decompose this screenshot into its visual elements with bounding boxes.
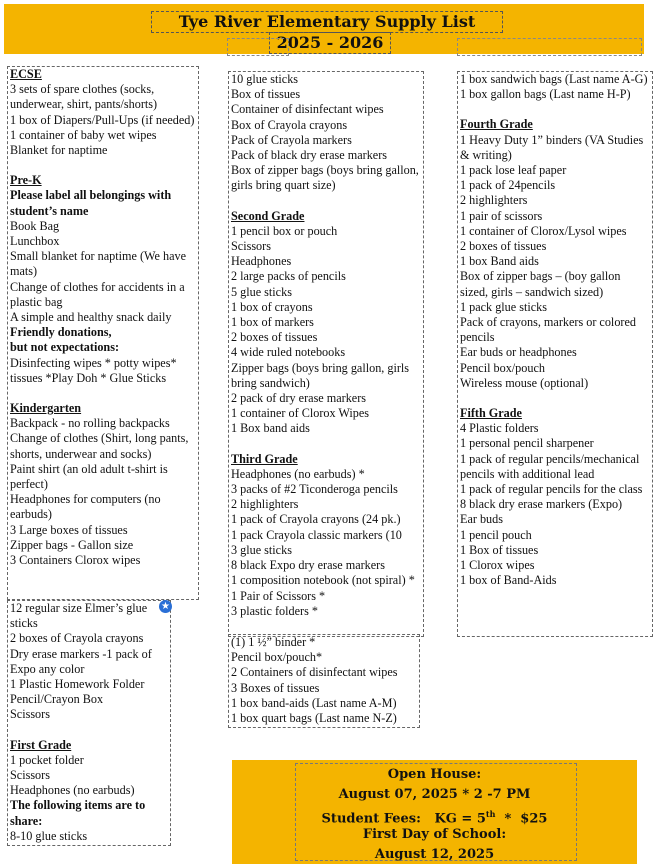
footer-banner	[232, 760, 637, 864]
list-item: 2 Containers of disinfectant wipes	[231, 665, 398, 680]
list-item: Ear buds	[460, 512, 503, 527]
list-item: 1 pack of Crayola crayons (24 pk.)	[231, 512, 401, 527]
list-item: 3 sets of spare clothes (socks, underwear, shirt, pants/shorts)	[10, 82, 158, 112]
list-item: Scissors	[231, 239, 271, 254]
list-item: Pack of black dry erase markers	[231, 148, 387, 163]
list-item: Book Bag	[10, 218, 60, 233]
list-item: Ear buds or headphones	[460, 345, 577, 360]
list-item: Backpack - no rolling backpacks	[10, 416, 170, 431]
list-item: Paint shirt (an old adult t-shirt is perfect)	[10, 461, 168, 492]
first-day-label: First Day of School:	[362, 827, 507, 842]
list-item: 1 Plastic Homework Folder	[10, 677, 145, 692]
section-heading: Third Grade	[231, 451, 298, 466]
column-ecse-kindergarten	[7, 66, 199, 600]
list-item: Change of clothes for accidents in a plastic bag	[10, 279, 185, 309]
list-item: 1 box quart bags (Last name N-Z)	[231, 711, 397, 726]
list-item: 1 pack of 24pencils	[460, 178, 556, 193]
list-item: 12 regular size Elmer’s glue sticks	[10, 601, 148, 631]
column-third-grade-continued	[228, 634, 420, 728]
list-item: 2 boxes of tissues	[231, 330, 318, 345]
open-house-label: Open House:	[387, 767, 482, 782]
section-heading: Kindergarten	[10, 401, 82, 416]
list-item: 8-10 glue sticks	[10, 828, 88, 843]
section-heading: Fourth Grade	[460, 117, 533, 132]
text-frame	[457, 38, 642, 56]
list-item: Headphones (no earbuds)	[10, 783, 135, 798]
list-item: 2 boxes of tissues	[460, 239, 547, 254]
section-heading: First Grade	[10, 737, 72, 752]
list-item: 1 container of baby wet wipes	[10, 127, 157, 142]
list-item: Disinfecting wipes * potty wipes* tissues *Play Doh * Glue Sticks	[10, 355, 177, 385]
list-item: The following items are to share:	[10, 798, 146, 828]
list-item: 10 glue sticks	[231, 72, 299, 86]
list-item: 1 composition notebook (not spiral) *	[231, 573, 415, 588]
list-item: 1 container of Clorox Wipes	[231, 406, 370, 421]
list-item: Pack of Crayola markers	[231, 132, 352, 147]
list-item: but not expectations:	[10, 340, 120, 355]
list-item: 1 pack lose leaf paper	[460, 163, 567, 178]
list-item: 3 Boxes of tissues	[231, 680, 320, 695]
list-item: Change of clothes (Shirt, long pants, shorts, underwear and socks)	[10, 431, 189, 461]
student-fees: Student Fees: KG = 5th * $25	[321, 809, 548, 827]
list-item: Headphones for computers (no earbuds)	[10, 492, 161, 522]
list-item: 1 pack of regular pencils/mechanical pencils with additional lead	[460, 451, 640, 481]
list-item: Headphones (no earbuds) *	[231, 466, 365, 481]
list-item: 1 pencil box or pouch	[231, 223, 338, 238]
list-item: 1 box sandwich bags (Last name A-G)	[460, 72, 648, 86]
list-item: Scissors	[10, 768, 50, 783]
list-item: Wireless mouse (optional)	[460, 375, 589, 390]
list-item: 1 container of Clorox/Lysol wipes	[460, 223, 627, 238]
school-year: 2025 - 2026	[269, 32, 391, 54]
list-item: 3 glue sticks	[231, 542, 292, 557]
list-item: 1 Heavy Duty 1” binders (VA Studies & writing)	[460, 132, 644, 162]
list-item: 1 box of crayons	[231, 299, 313, 314]
first-day-date: August 12, 2025	[374, 847, 495, 862]
list-item: Small blanket for naptime (We have mats)	[10, 249, 187, 279]
column-fourth-fifth-grade	[457, 71, 653, 637]
list-item: 3 packs of #2 Ticonderoga pencils	[231, 482, 398, 497]
open-house-date: August 07, 2025 * 2 -7 PM	[338, 787, 531, 802]
list-item: 1 Clorox wipes	[460, 558, 535, 573]
list-item: 3 Containers Clorox wipes	[10, 553, 141, 568]
list-item: Please label all belongings with student’s name	[10, 188, 172, 218]
list-item: 1 Box of tissues	[460, 542, 539, 557]
section-heading: Pre-K	[10, 173, 42, 188]
list-item: Friendly donations,	[10, 325, 112, 340]
list-item: 3 plastic folders *	[231, 603, 318, 618]
list-item: 1 box Band aids	[460, 254, 539, 269]
page-title: Tye River Elementary Supply List	[151, 11, 503, 33]
list-item: Scissors	[10, 707, 50, 722]
list-item: Lunchbox	[10, 234, 60, 249]
list-item: 1 pack of regular pencils for the class	[460, 482, 643, 497]
list-item: 1 box of Band-Aids	[460, 573, 557, 588]
list-item: 1 box of Diapers/Pull-Ups (if needed)	[10, 112, 195, 127]
list-item: 4 Plastic folders	[460, 421, 539, 436]
list-item: Headphones	[231, 254, 292, 269]
list-item: Zipper bags (boys bring gallon, girls bring sandwich)	[231, 360, 410, 390]
list-item: 2 highlighters	[231, 497, 299, 512]
header-banner	[4, 4, 644, 54]
list-item: 2 highlighters	[460, 193, 528, 208]
list-item: (1) 1 ½” binder *	[231, 635, 316, 649]
list-item: 1 pack Crayola classic markers (10	[231, 527, 402, 542]
column-first-third-grade	[228, 71, 424, 637]
list-item: 8 black dry erase markers (Expo)	[460, 497, 623, 512]
list-item: A simple and healthy snack daily	[10, 310, 172, 325]
list-item: Box of Crayola crayons	[231, 117, 348, 132]
list-item: Box of tissues	[231, 87, 301, 102]
list-item: Zipper bags - Gallon size	[10, 537, 134, 552]
list-item: 8 black Expo dry erase markers	[231, 558, 385, 573]
list-item: Dry erase markers -1 pack of Expo any color	[10, 646, 152, 676]
list-item: Box of zipper bags – (boy gallon sized, girls – sandwich sized)	[460, 269, 621, 299]
star-icon: ★	[159, 600, 172, 613]
list-item: Box of zipper bags (boys bring gallon, girls bring quart size)	[231, 163, 419, 193]
list-item: 1 pack glue sticks	[460, 299, 547, 314]
list-item: 1 pair of scissors	[460, 208, 543, 223]
column-kindergarten-first-grade	[7, 600, 171, 846]
list-item: 1 box gallon bags (Last name H-P)	[460, 87, 631, 102]
list-item: 3 Large boxes of tissues	[10, 522, 128, 537]
section-heading: Second Grade	[231, 208, 305, 223]
list-item: Pencil/Crayon Box	[10, 692, 104, 707]
list-item: Pencil box/pouch	[460, 360, 545, 375]
list-item: Pencil box/pouch*	[231, 650, 323, 665]
list-item: 1 personal pencil sharpener	[460, 436, 594, 451]
list-item: Container of disinfectant wipes	[231, 102, 384, 117]
list-item: 2 boxes of Crayola crayons	[10, 631, 144, 646]
list-item: 1 pencil pouch	[460, 527, 532, 542]
list-item: Blanket for naptime	[10, 143, 108, 158]
section-heading: Fifth Grade	[460, 406, 522, 421]
list-item: 1 box of markers	[231, 315, 314, 330]
list-item: 1 Pair of Scissors *	[231, 588, 326, 603]
text-frame	[227, 38, 289, 56]
list-item: 1 box band-aids (Last name A-M)	[231, 695, 397, 710]
list-item: 5 glue sticks	[231, 284, 292, 299]
list-item: 1 Box band aids	[231, 421, 310, 436]
list-item: Pack of crayons, markers or colored pencils	[460, 315, 636, 345]
list-item: 4 wide ruled notebooks	[231, 345, 346, 360]
list-item: 2 large packs of pencils	[231, 269, 346, 284]
list-item: 2 pack of dry erase markers	[231, 391, 367, 406]
section-heading: ECSE	[10, 67, 42, 81]
list-item: 1 pocket folder	[10, 752, 84, 767]
